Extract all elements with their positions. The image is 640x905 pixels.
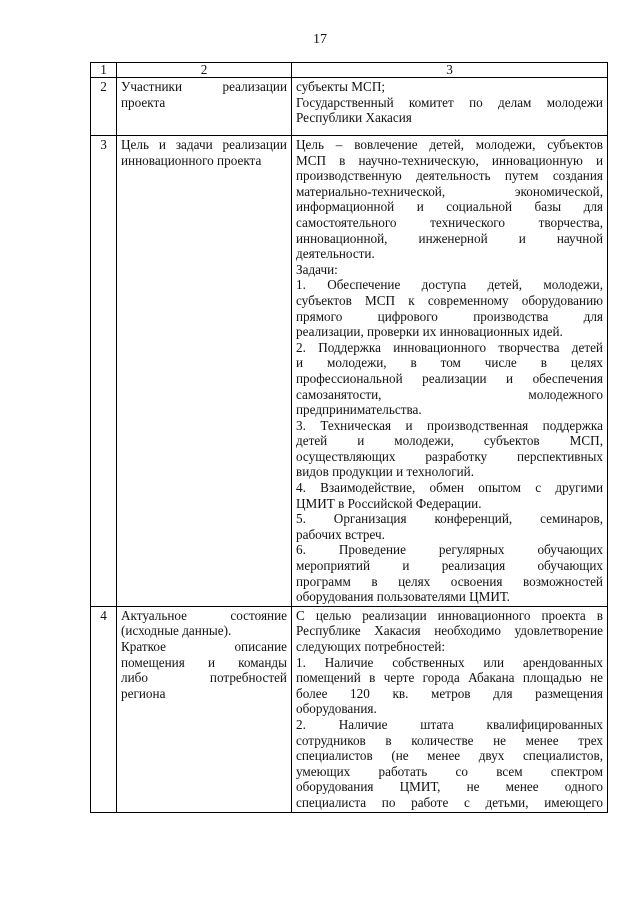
label-line: помещения и команды	[121, 654, 287, 670]
label-line: Участники реализации	[121, 79, 287, 94]
row-number: 4	[91, 606, 117, 812]
content-line: Республики Хакасия	[296, 110, 412, 126]
content-line: следующих потребностей:	[296, 639, 446, 654]
content-line: и молодежи, в том числе в целях	[296, 355, 603, 371]
content-line: материально-технической, экономической,	[296, 183, 603, 199]
label-line: (исходные данные).	[121, 623, 232, 639]
content-line: инновационной, инженерной и научной	[296, 230, 603, 246]
content-line: программ в целях освоения возможностей	[296, 573, 603, 589]
content-line: мероприятий и реализация обучающих	[296, 558, 603, 574]
row-content	[292, 606, 608, 812]
row-content	[292, 136, 608, 607]
content-line: оборудования.	[296, 701, 377, 717]
label-line: инновационного проекта	[121, 152, 262, 168]
label-line: проекта	[121, 94, 166, 110]
content-line: МСП в научно-техническую, инновационную и	[296, 152, 603, 168]
content-line: помещений в черте города Абакана площадью не	[296, 670, 603, 686]
content-line: умеющих работать со всем спектром	[296, 763, 603, 779]
label-line: Краткое описание	[121, 639, 287, 654]
content-line: 5. Организация конференций, семинаров,	[296, 511, 603, 527]
row-label	[117, 606, 292, 812]
content-line: производственную деятельность путем создания	[296, 168, 603, 184]
header-cell-2: 2	[117, 63, 292, 78]
content-line: информационной и социальной базы для	[296, 199, 603, 215]
content-line: оборудования пользователями ЦМИТ.	[296, 589, 510, 605]
table-row	[91, 78, 608, 136]
content-line: сотрудников в количестве не менее трех	[296, 732, 603, 748]
label-line: либо потребностей	[121, 670, 287, 686]
page-number: 17	[313, 32, 327, 47]
project-passport-table	[90, 62, 608, 813]
content-line: Государственный комитет по делам молодежи	[296, 94, 603, 110]
content-line: 1. Обеспечение доступа детей, молодежи,	[296, 277, 603, 293]
content-line: 1. Наличие собственных или арендованных	[296, 654, 603, 670]
content-line: деятельности.	[296, 246, 375, 262]
content-line: детей и молодежи, субъектов МСП,	[296, 433, 603, 449]
header-cell-3: 3	[292, 63, 608, 78]
content-line: субъектов МСП к современному оборудованию	[296, 292, 603, 308]
content-line: самостоятельного технического творчества,	[296, 214, 603, 230]
content-line: профессиональной реализации и обеспечения	[296, 370, 603, 386]
label-line: Актуальное состояние	[121, 607, 287, 623]
row-number: 3	[91, 136, 117, 607]
content-line: 2. Наличие штата квалифицированных	[296, 716, 603, 732]
content-line: более 120 кв. метров для размещения	[296, 685, 603, 701]
table-header-row	[91, 63, 608, 78]
content-line: 6. Проведение регулярных обучающих	[296, 542, 603, 558]
content-line: ЦМИТ в Российской Федерации.	[296, 495, 482, 511]
content-line: прямого цифрового производства для	[296, 308, 603, 324]
header-cell-1: 1	[91, 63, 117, 78]
row-label	[117, 136, 292, 607]
content-line: самозанятости, молодежного	[296, 386, 603, 402]
content-line: 3. Техническая и производственная поддержка	[296, 417, 603, 433]
content-line: С целью реализации инновационного проекта в	[296, 607, 603, 623]
content-line: 2. Поддержка инновационного творчества детей	[296, 339, 603, 355]
content-line: специалистов (не менее двух специалистов,	[296, 748, 603, 764]
content-line: Цель – вовлечение детей, молодежи, субъектов	[296, 137, 603, 152]
row-label	[117, 78, 292, 136]
content-line: предпринимательства.	[296, 402, 422, 418]
content-line: 4. Взаимодействие, обмен опытом с другими	[296, 480, 603, 496]
content-line: реализации, проверки их инновационных идей.	[296, 324, 563, 340]
content-line: Задачи:	[296, 261, 338, 277]
label-line: Цель и задачи реализации	[121, 137, 287, 152]
row-number: 2	[91, 78, 117, 136]
content-line: видов продукции и технологий.	[296, 464, 475, 480]
row-content	[292, 78, 608, 136]
content-line: специалиста по работе с детьми, имеющего	[296, 794, 603, 810]
label-line: региона	[121, 685, 166, 701]
table-row	[91, 136, 608, 607]
content-line: осуществляющих разработку перспективных	[296, 448, 603, 464]
content-line: рабочих встреч.	[296, 526, 385, 542]
content-line: субъекты МСП;	[296, 79, 386, 94]
content-line: Республике Хакасия необходимо удовлетворение	[296, 623, 603, 639]
content-line: оборудования ЦМИТ, не менее одного	[296, 779, 603, 795]
table-row	[91, 606, 608, 812]
